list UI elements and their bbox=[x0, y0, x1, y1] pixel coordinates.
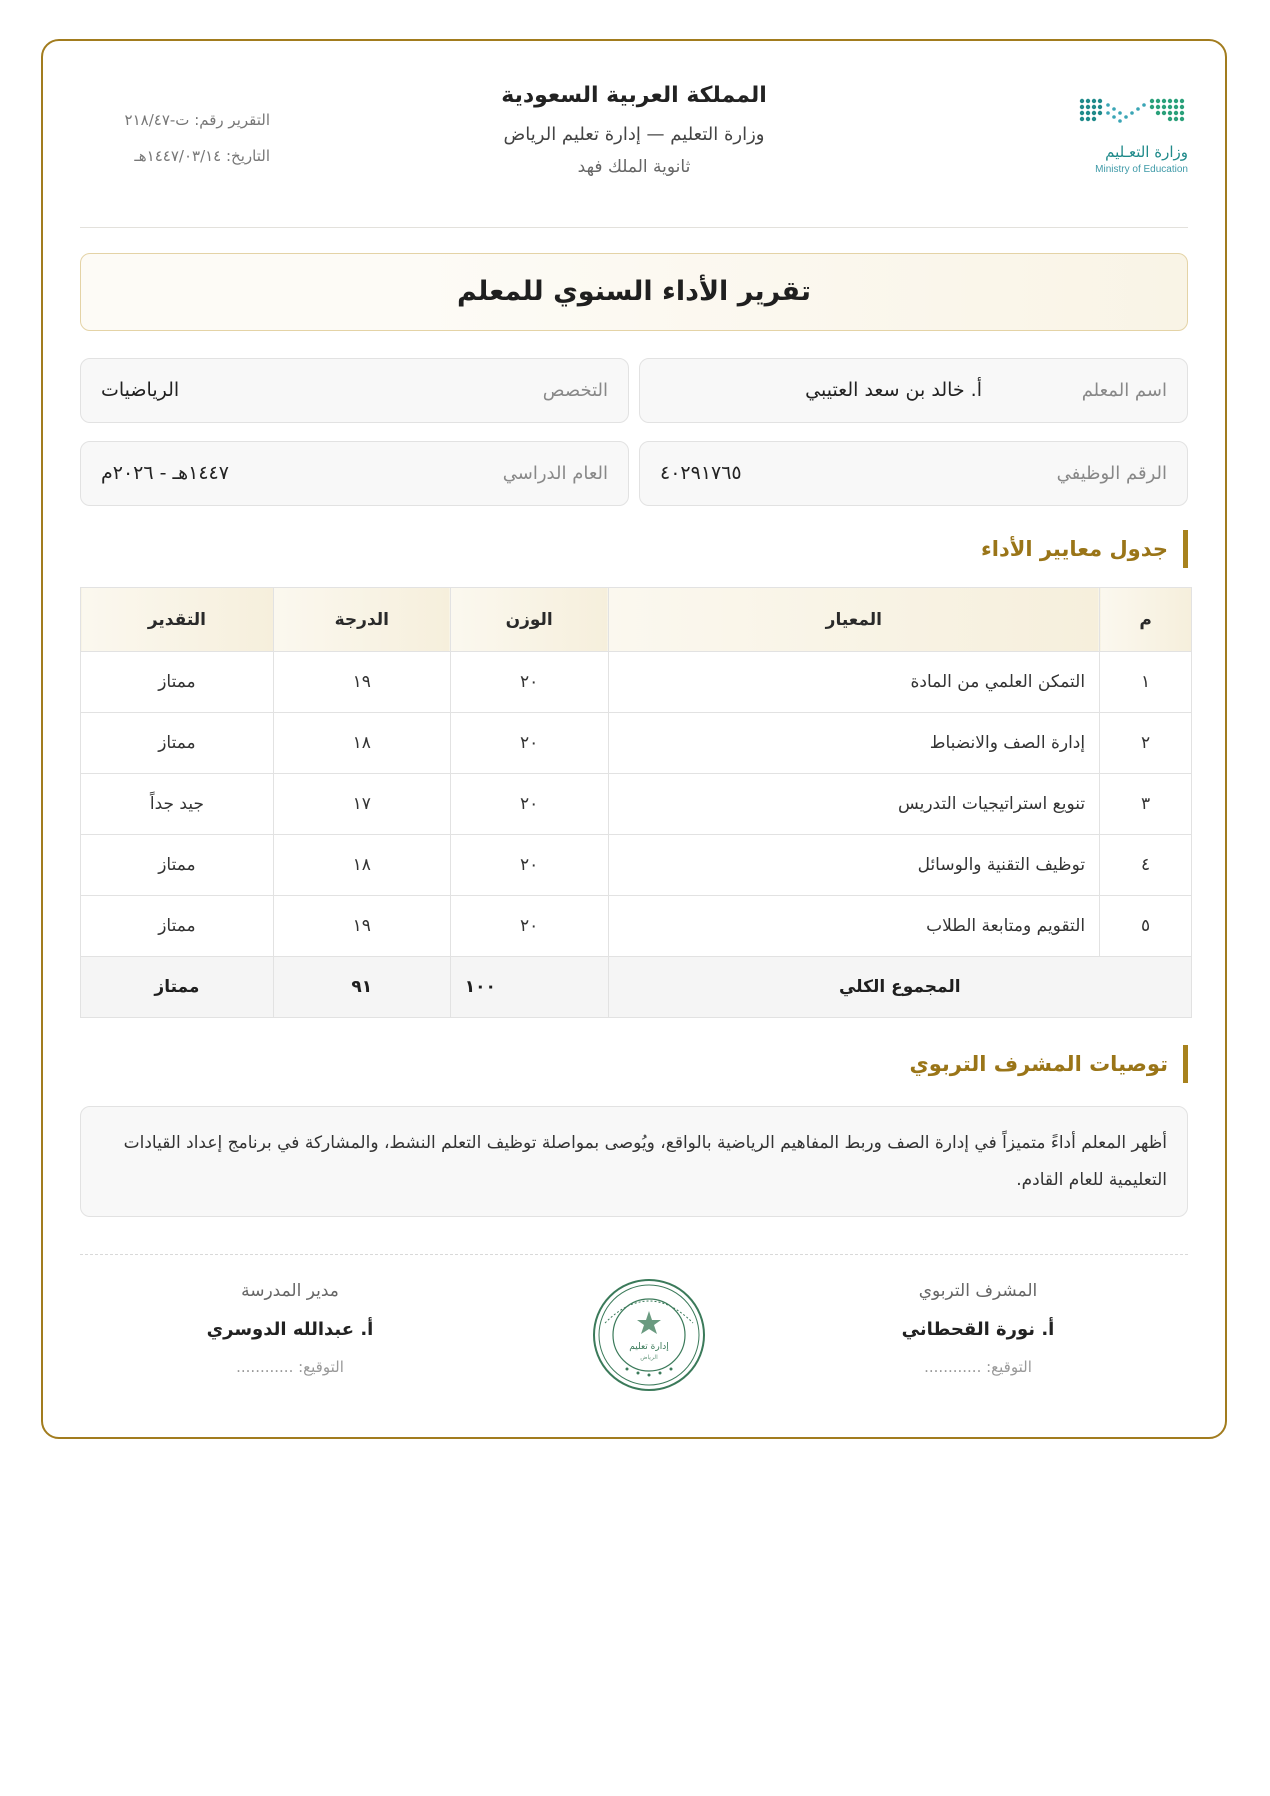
row-score: ١٧ bbox=[273, 774, 450, 835]
table-row bbox=[81, 835, 1192, 896]
row-score: ١٨ bbox=[273, 713, 450, 774]
row-criterion: التقويم ومتابعة الطلاب bbox=[608, 896, 1100, 957]
row-weight: ٢٠ bbox=[450, 896, 608, 957]
ministry-logo-english: Ministry of Education bbox=[1095, 164, 1188, 175]
total-weight: ١٠٠ bbox=[450, 957, 608, 1018]
col-header-criterion: المعيار bbox=[608, 588, 1100, 652]
seal-text: إدارة تعليم bbox=[629, 1342, 669, 1352]
report-meta bbox=[80, 111, 270, 183]
total-label: المجموع الكلي bbox=[608, 957, 1191, 1018]
col-header-number: م bbox=[1100, 588, 1192, 652]
report-frame bbox=[41, 39, 1227, 1439]
specialty-label: التخصص bbox=[542, 380, 608, 401]
row-score: ١٨ bbox=[273, 835, 450, 896]
row-grade: جيد جداً bbox=[81, 774, 274, 835]
col-header-weight: الوزن bbox=[450, 588, 608, 652]
academic-year-value: ١٤٤٧هـ - ٢٠٢٦م bbox=[101, 462, 229, 484]
academic-year-label: العام الدراسي bbox=[502, 463, 608, 484]
seal-subtext: الرياض bbox=[640, 1354, 658, 1361]
table-row bbox=[81, 774, 1192, 835]
supervisor-role: المشرف التربوي bbox=[918, 1281, 1038, 1301]
row-number: ٤ bbox=[1100, 835, 1192, 896]
criteria-table bbox=[80, 587, 1192, 1018]
principal-signature bbox=[160, 1281, 420, 1376]
teacher-name-label: اسم المعلم bbox=[1081, 380, 1167, 401]
col-header-grade: التقدير bbox=[81, 588, 274, 652]
specialty-box bbox=[80, 358, 629, 423]
report-number: التقرير رقم: ت-٢١٨/٤٧ bbox=[124, 111, 270, 129]
row-criterion: توظيف التقنية والوسائل bbox=[608, 835, 1100, 896]
row-score: ١٩ bbox=[273, 896, 450, 957]
row-number: ٣ bbox=[1100, 774, 1192, 835]
school-name: ثانوية الملك فهد bbox=[577, 157, 691, 177]
row-weight: ٢٠ bbox=[450, 774, 608, 835]
row-weight: ٢٠ bbox=[450, 713, 608, 774]
total-row bbox=[81, 957, 1192, 1018]
supervisor-sign-line: التوقيع: ............ bbox=[924, 1358, 1032, 1376]
row-number: ٢ bbox=[1100, 713, 1192, 774]
table-row bbox=[81, 896, 1192, 957]
row-score: ١٩ bbox=[273, 652, 450, 713]
row-criterion: إدارة الصف والانضباط bbox=[608, 713, 1100, 774]
table-row bbox=[81, 713, 1192, 774]
total-grade: ممتاز bbox=[81, 957, 274, 1018]
school-seal-icon bbox=[591, 1277, 707, 1393]
row-grade: ممتاز bbox=[81, 713, 274, 774]
principal-sign-line: التوقيع: ............ bbox=[236, 1358, 344, 1376]
ministry-subtitle: وزارة التعليم — إدارة تعليم الرياض bbox=[503, 124, 765, 145]
recommendations-text: أظهر المعلم أداءً متميزاً في إدارة الصف وربط المفاهيم الرياضية بالواقع، ويُوصى بمواصلة توظيف التعلم النشط، والمشاركة في برنامج إعداد القيادات التعليمية للعام القادم. bbox=[80, 1106, 1188, 1217]
row-criterion: التمكن العلمي من المادة bbox=[608, 652, 1100, 713]
report-header bbox=[80, 41, 1188, 228]
row-criterion: تنويع استراتيجيات التدريس bbox=[608, 774, 1100, 835]
criteria-header-row bbox=[81, 588, 1192, 652]
kingdom-title: المملكة العربية السعودية bbox=[501, 83, 767, 108]
principal-name: أ. عبدالله الدوسري bbox=[206, 1319, 374, 1340]
ministry-logo-arabic: وزارة التعـليم bbox=[1105, 143, 1188, 161]
specialty-value: الرياضيات bbox=[101, 379, 180, 401]
signature-divider bbox=[80, 1254, 1188, 1255]
supervisor-name: أ. نورة القحطاني bbox=[901, 1319, 1055, 1340]
recommendations-heading: توصيات المشرف التربوي bbox=[909, 1045, 1188, 1083]
employee-number-label: الرقم الوظيفي bbox=[1056, 463, 1167, 484]
report-date: التاريخ: ١٤٤٧/٠٣/١٤هـ bbox=[134, 147, 270, 165]
criteria-heading: جدول معايير الأداء bbox=[981, 530, 1188, 568]
employee-number-value: ٤٠٢٩١٧٦٥ bbox=[660, 462, 742, 484]
row-grade: ممتاز bbox=[81, 896, 274, 957]
teacher-name-box bbox=[639, 358, 1188, 423]
row-number: ٥ bbox=[1100, 896, 1192, 957]
row-weight: ٢٠ bbox=[450, 652, 608, 713]
report-title: تقرير الأداء السنوي للمعلم bbox=[80, 253, 1188, 331]
row-number: ١ bbox=[1100, 652, 1192, 713]
employee-number-box bbox=[639, 441, 1188, 506]
col-header-score: الدرجة bbox=[273, 588, 450, 652]
total-score: ٩١ bbox=[273, 957, 450, 1018]
row-grade: ممتاز bbox=[81, 652, 274, 713]
teacher-name-value: أ. خالد بن سعد العتيبي bbox=[805, 379, 982, 401]
principal-role: مدير المدرسة bbox=[241, 1281, 339, 1301]
table-row bbox=[81, 652, 1192, 713]
supervisor-signature bbox=[848, 1281, 1108, 1376]
row-weight: ٢٠ bbox=[450, 835, 608, 896]
academic-year-box bbox=[80, 441, 629, 506]
row-grade: ممتاز bbox=[81, 835, 274, 896]
